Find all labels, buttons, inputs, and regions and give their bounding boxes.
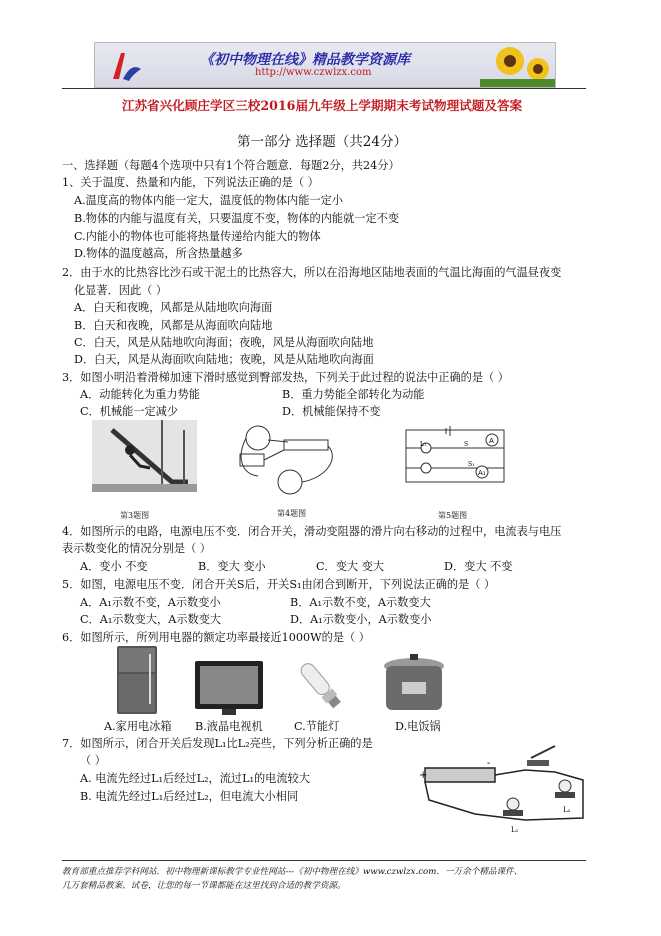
footer-line-1: 教育部重点推荐学科网站．初中物理新课标教学专业性网站---《初中物理在线》www.czwlzx.com．一万余个精品课件、 (62, 867, 523, 877)
q4-option-d: D．变大 不变 (444, 560, 513, 573)
svg-text:S: S (464, 441, 469, 448)
refrigerator-image (115, 644, 160, 716)
question-2: 2．由于水的比热容比沙石或干泥土的比热容大，所以在沿海地区陆地表面的气温比海面的气温昼夜变 (62, 266, 562, 279)
footer-rule (62, 860, 586, 861)
question-7-cont: （ ） (80, 754, 106, 767)
q1-option-c: C.内能小的物体也可能将热量传递给内能大的物体 (74, 230, 321, 243)
q2-option-a: A．白天和夜晚，风都是从陆地吹向海面 (74, 301, 273, 314)
rice-cooker-image (378, 652, 450, 718)
svg-text:A: A (489, 437, 494, 445)
instructions: 一、选择题（每题4个选项中只有1个符合题意．每题2分，共24分） (62, 159, 400, 172)
question-3: 3．如图小明沿着滑梯加速下滑时感觉到臀部发热，下列关于此过程的说法中正确的是（ ） (62, 371, 509, 384)
q5-option-c: C．A₁示数变大，A示数变大 (80, 613, 222, 626)
question-7: 7．如图所示，闭合开关后发现L₁比L₂亮些，下列分析正确的是 (62, 737, 373, 750)
svg-text:-: - (487, 758, 491, 769)
q3-option-b: B．重力势能全部转化为动能 (282, 388, 425, 401)
site-logo-icon (103, 47, 143, 83)
q6-option-c: C.节能灯 (294, 720, 340, 733)
figure-5-caption: 第5题图 (438, 511, 468, 520)
figure-4-caption: 第4题图 (277, 509, 307, 518)
svg-text:L₂: L₂ (563, 806, 571, 814)
q3-option-d: D．机械能保持不变 (282, 405, 381, 418)
footer-line-2: 几万套精品教案、试卷，让您的每一节课都能在这里找到合适的教学资源。 (62, 881, 346, 891)
figure-3-caption: 第3题图 (120, 511, 150, 520)
rheostat-circuit-figure (228, 418, 348, 498)
q1-option-b: B.物体的内能与温度有关，只要温度不变，物体的内能就一定不变 (74, 212, 400, 225)
q2-option-b: B．白天和夜晚，风都是从海面吹向陆地 (74, 319, 273, 332)
header-banner (94, 42, 556, 88)
q7-option-a: A. 电流先经过L₁后经过L₂，流过L₁的电流较大 (80, 772, 310, 785)
q4-option-c: C．变大 变大 (316, 560, 385, 573)
series-circuit-figure (415, 740, 595, 838)
q2-option-d: D．白天，风是从海面吹向陆地；夜晚，风是从陆地吹向海面 (74, 353, 374, 366)
lcd-tv-image (194, 660, 264, 716)
q6-option-b: B.液晶电视机 (195, 720, 263, 733)
q3-option-a: A．动能转化为重力势能 (80, 388, 200, 401)
q4-option-a: A．变小 不变 (80, 560, 148, 573)
question-4-cont: 表示数变化的情况分别是（ ） (62, 542, 211, 555)
question-6: 6．如图所示，所列用电器的额定功率最接近1000W的是（ ） (62, 631, 370, 644)
svg-text:L₁: L₁ (420, 441, 427, 448)
question-4: 4．如图所示的电路，电源电压不变．闭合开关，滑动变阻器的滑片向右移动的过程中，电流表与电压 (62, 525, 562, 538)
energy-saving-lamp-image (290, 655, 352, 717)
slide-figure (92, 420, 197, 492)
section-title: 第一部分 选择题（共24分） (237, 134, 407, 150)
parallel-circuit-figure (398, 420, 513, 492)
sunflower-icon (480, 43, 555, 87)
svg-text:L₁: L₁ (511, 826, 519, 834)
svg-text:S₁: S₁ (468, 461, 475, 468)
svg-text:A₁: A₁ (478, 469, 486, 477)
q1-option-a: A.温度高的物体内能一定大，温度低的物体内能一定小 (74, 194, 343, 207)
banner-url[interactable]: http://www.czwlzx.com (255, 67, 372, 78)
document-title: 江苏省兴化顾庄学区三校2016届九年级上学期期末考试物理试题及答案 (121, 98, 523, 113)
question-5: 5．如图，电源电压不变．闭合开关S后，开关S₁由闭合到断开，下列说法正确的是（ ） (62, 578, 496, 591)
q6-option-d: D.电饭锅 (395, 720, 441, 733)
q6-option-a: A.家用电冰箱 (104, 720, 172, 733)
q7-option-b: B. 电流先经过L₁后经过L₂，但电流大小相同 (80, 790, 299, 803)
question-1: 1、关于温度、热量和内能，下列说法正确的是（ ） (62, 176, 319, 189)
q5-option-d: D．A₁示数变小，A示数变小 (290, 613, 432, 626)
q1-option-d: D.物体的温度越高，所含热量越多 (74, 247, 243, 260)
question-2-cont: 化显著．因此（ ） (74, 284, 168, 297)
svg-text:+: + (419, 770, 428, 781)
q4-option-b: B．变大 变小 (198, 560, 266, 573)
header-rule (62, 88, 586, 89)
q5-option-a: A．A₁示数不变，A示数变小 (80, 596, 221, 609)
q5-option-b: B．A₁示数不变，A示数变大 (290, 596, 431, 609)
banner-title: 《初中物理在线》精品教学资源库 (200, 52, 410, 68)
q2-option-c: C．白天，风是从陆地吹向海面；夜晚，风是从海面吹向陆地 (74, 336, 374, 349)
q3-option-c: C．机械能一定减少 (80, 405, 179, 418)
